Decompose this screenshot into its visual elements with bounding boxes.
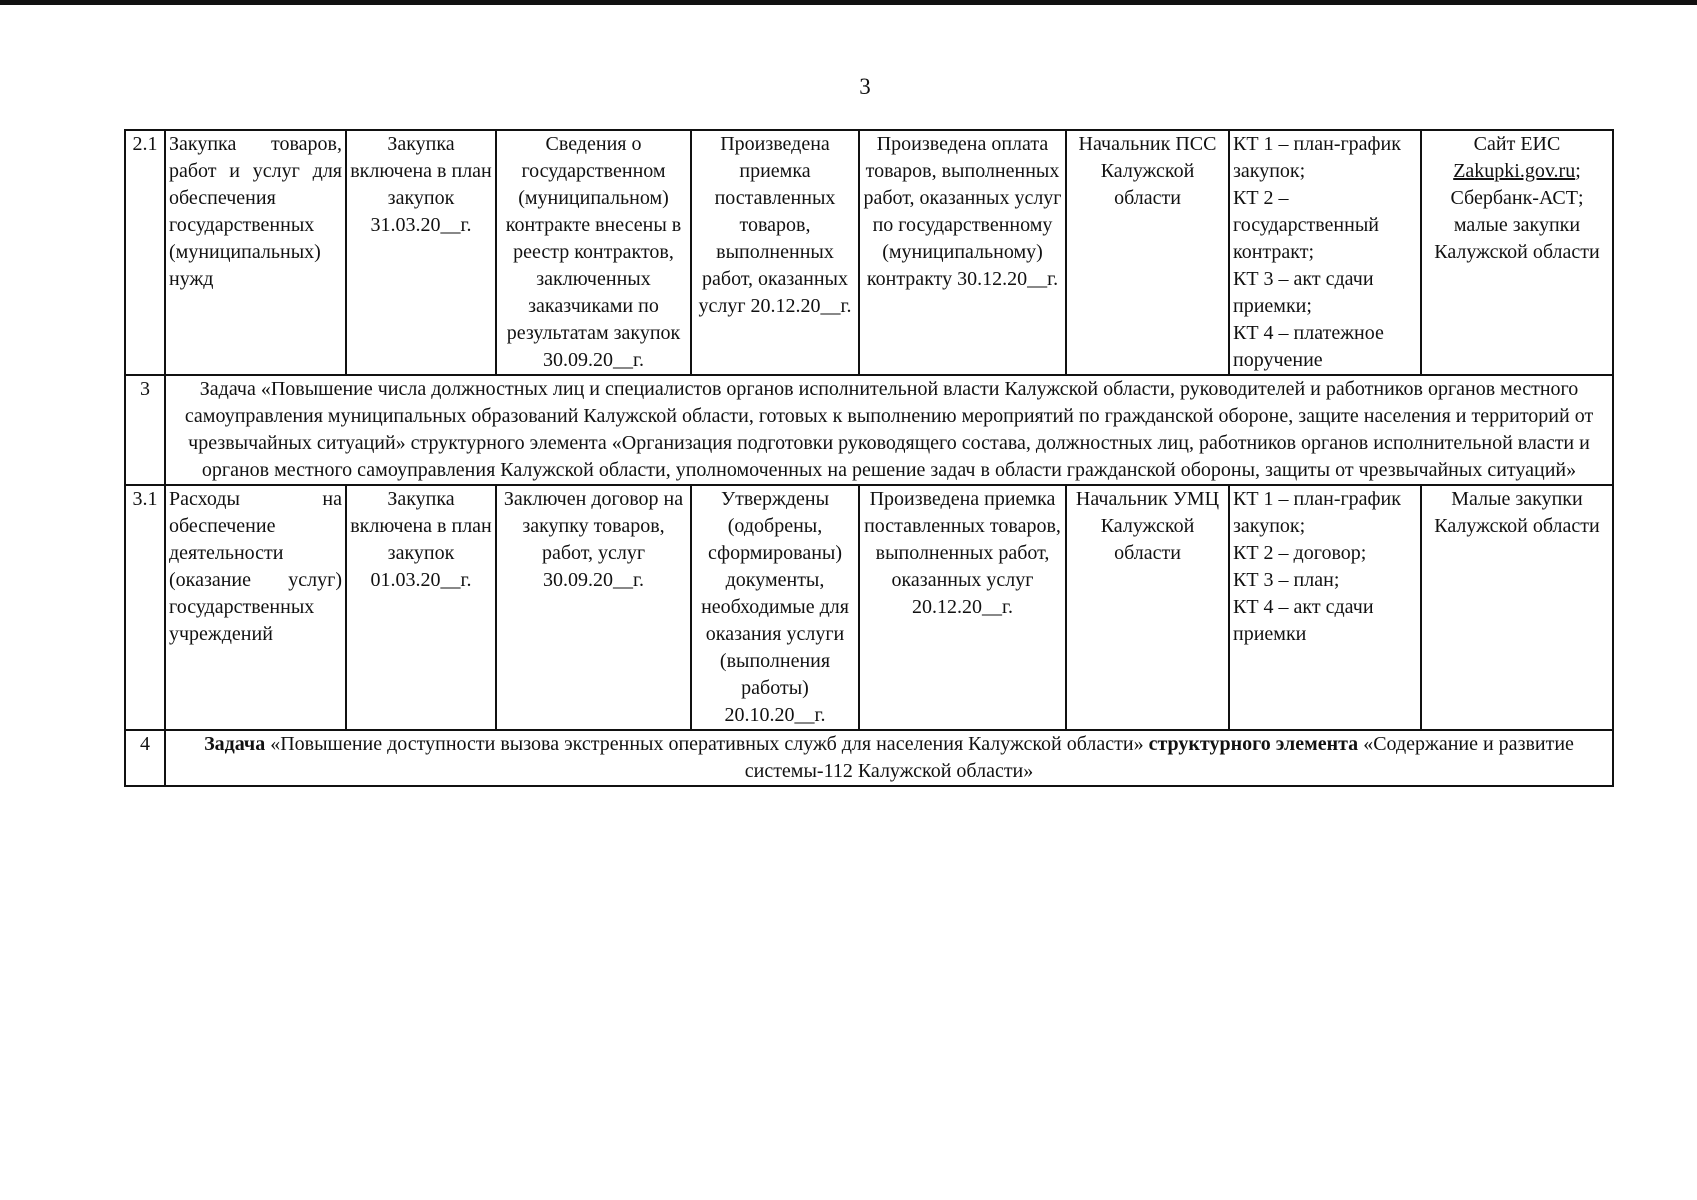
information-system: Малые закупки Калужской области	[1421, 485, 1613, 730]
control-point-2: Сведения о государственном (муниципальном) контракте внесены в реестр контрактов, заключенных заказчиками по результатам закупок 30.09.20__г.	[496, 130, 691, 375]
document-item: КТ 4 – платежное поручение	[1233, 322, 1384, 371]
control-point-4: Произведена оплата товаров, выполненных работ, оказанных услуг по государственному (муниципальному) контракту 30.12.20__г.	[859, 130, 1066, 375]
document-item: КТ 2 – государственный контракт;	[1233, 187, 1379, 263]
event-name: Расходы на обеспечение деятельности (оказание услуг) государственных учреждений	[165, 485, 346, 730]
structural-element-label: структурного элемента	[1148, 733, 1359, 755]
table-row-2-1	[125, 130, 1613, 375]
zakupki-link[interactable]: Zakupki.gov.ru	[1453, 160, 1576, 182]
task-text: «Повышение доступности вызова экстренных оперативных служб для населения Калужской области»	[265, 733, 1149, 755]
control-point-2: Заключен договор на закупку товаров, работ, услуг 30.09.20__г.	[496, 485, 691, 730]
table-row-4-task	[125, 730, 1613, 786]
confirming-documents	[1229, 130, 1421, 375]
control-point-1: Закупка включена в план закупок 01.03.20__г.	[346, 485, 496, 730]
control-point-3: Утверждены (одобрены, сформированы) документы, необходимые для оказания услуги (выполнения работы) 20.10.20__г.	[691, 485, 859, 730]
confirming-documents	[1229, 485, 1421, 730]
responsible-person: Начальник УМЦ Калужской области	[1066, 485, 1229, 730]
document-item: КТ 4 – акт сдачи приемки	[1233, 596, 1374, 645]
page-top-border	[0, 0, 1697, 5]
row-number: 3.1	[125, 485, 165, 730]
task-label: Задача	[204, 733, 266, 755]
document-item: КТ 3 – акт сдачи приемки;	[1233, 268, 1374, 317]
information-system	[1421, 130, 1613, 375]
document-item: КТ 1 – план-график закупок;	[1233, 488, 1401, 537]
control-points-table	[124, 129, 1614, 787]
info-separator: ;	[1575, 160, 1581, 182]
responsible-person: Начальник ПСС Калужской области	[1066, 130, 1229, 375]
row-number: 3	[125, 375, 165, 485]
document-item: КТ 3 – план;	[1233, 569, 1340, 591]
row-number: 2.1	[125, 130, 165, 375]
structural-element-text: «Содержание и развитие системы-112 Калужской области»	[744, 733, 1574, 782]
row-number: 4	[125, 730, 165, 786]
control-point-4: Произведена приемка поставленных товаров, выполненных работ, оказанных услуг 20.12.20__г.	[859, 485, 1066, 730]
event-name: Закупка товаров, работ и услуг для обеспечения государственных (муниципальных) нужд	[165, 130, 346, 375]
control-point-1: Закупка включена в план закупок 31.03.20__г.	[346, 130, 496, 375]
task-description	[165, 730, 1613, 786]
control-point-3: Произведена приемка поставленных товаров, выполненных работ, оказанных услуг 20.12.20__г.	[691, 130, 859, 375]
table-row-3-1	[125, 485, 1613, 730]
info-source-list: Сбербанк-АСТ; малые закупки Калужской области	[1434, 187, 1600, 263]
info-source-label: Сайт ЕИС	[1473, 133, 1561, 155]
task-description: Задача «Повышение числа должностных лиц и специалистов органов исполнительной власти Калужской области, руководителей и работников органов местного самоуправления муниципальных образований Калужской области, готовых к выполнению мероприятий по гражданской обороне, защите населения и территорий от чрезвычайных ситуаций» структурного элемента «Организация подготовки руководящего состава, должностных лиц, работников органов исполнительной власти и органов местного самоуправления Калужской области, уполномоченных на решение задач в области гражданской обороны, защиты от чрезвычайных ситуаций»	[165, 375, 1613, 485]
table-row-3-task	[125, 375, 1613, 485]
document-item: КТ 1 – план-график закупок;	[1233, 133, 1401, 182]
page-number: 3	[859, 74, 871, 99]
document-item: КТ 2 – договор;	[1233, 542, 1367, 564]
